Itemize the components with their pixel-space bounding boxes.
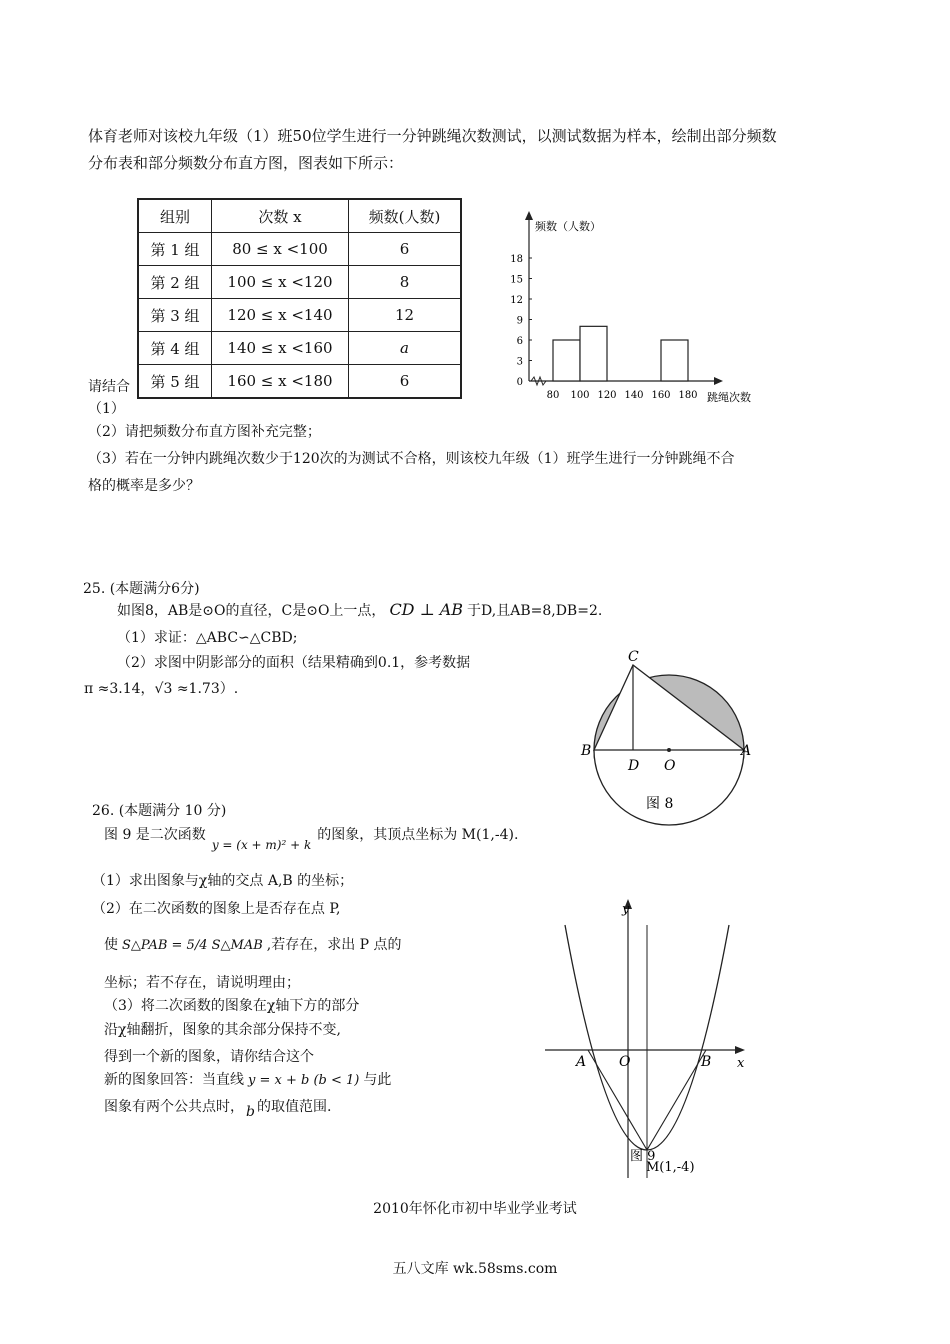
q26-q2: （2）在二次函数的图象上是否存在点 P,	[92, 901, 341, 917]
label-y: y	[622, 902, 630, 917]
intro-line-1: 体育老师对该校九年级（1）班50位学生进行一分钟跳绳次数测试，以测试数据为样本，绘制出部分频数	[88, 127, 777, 145]
q25-text: 如图8，AB是⊙O的直径，C是⊙O上一点，	[117, 603, 386, 619]
x-tick-label: 140	[624, 390, 644, 401]
q26-func: y = (x + m)² + k	[211, 838, 312, 852]
q24-q2: （2）请把频数分布直方图补充完整；	[88, 424, 321, 440]
table-cell: 120 ≤ x <140	[212, 299, 349, 332]
table-row	[138, 266, 461, 299]
q24-q3-line-1: （3）若在一分钟内跳绳次数少于120次的为测试不合格，则该校九年级（1）班学生进行一分钟跳绳不合	[88, 451, 735, 467]
table-cell: 160 ≤ x <180	[212, 365, 349, 399]
table-cell: 第 2 组	[138, 266, 212, 299]
q26-text: 新的图象回答：当直线	[104, 1072, 244, 1088]
intro-line-2: 分布表和部分频数分布直方图，图表如下所示：	[88, 154, 404, 172]
table-row	[138, 332, 461, 365]
y-tick-label: 0	[516, 377, 523, 388]
q26-q3-line-5	[104, 1096, 332, 1120]
y-tick-label: 18	[510, 254, 523, 265]
table-cell: a	[349, 332, 462, 365]
y-tick-label: 3	[516, 356, 523, 368]
y-axis-label: 频数（人数）	[535, 220, 601, 233]
q26-q3-line-4	[104, 1069, 391, 1089]
table-header: 频数(人数)	[349, 199, 462, 233]
x-tick-label: 80	[546, 390, 560, 401]
y-tick-label: 15	[510, 274, 523, 286]
label-c: C	[628, 649, 639, 665]
q26-q1: （1）求出图象与χ轴的交点 A,B 的坐标；	[92, 873, 354, 889]
q26-b-var: b	[246, 1104, 255, 1120]
label-b: B	[581, 743, 592, 759]
q25-q2: （2）求图中阴影部分的面积（结果精确到0.1，参考数据	[117, 655, 471, 671]
label-o: O	[664, 758, 676, 774]
q26-text: 图象有两个公共点时，	[104, 1099, 244, 1115]
q25-heading: 25. (本题满分6分)	[83, 581, 200, 597]
q26-q2-formula-line	[104, 934, 402, 954]
q26-q3-line-1: （3）将二次函数的图象在χ轴下方的部分	[104, 998, 360, 1014]
q25-text: 于D,且AB=8,DB=2.	[467, 603, 603, 619]
y-tick-label: 9	[516, 315, 523, 327]
x-tick-label: 100	[570, 390, 590, 401]
table-row	[138, 365, 461, 399]
q26-text: 的取值范围.	[256, 1099, 332, 1115]
x-axis-arrow	[714, 377, 723, 385]
q25-q1: （1）求证：△ABC∽△CBD;	[117, 630, 298, 646]
label-a: A	[576, 1054, 587, 1070]
segment-am	[588, 1050, 647, 1150]
y-tick-label: 6	[516, 336, 523, 347]
q26-q3-line-2: 沿χ轴翻折，图象的其余部分保持不变,	[104, 1022, 341, 1038]
q26-text: 使	[104, 937, 118, 953]
figure-8	[578, 648, 758, 848]
q26-line-1	[104, 824, 519, 852]
x-tick-label: 160	[651, 390, 671, 401]
table-cell: 12	[349, 299, 462, 332]
label-a: A	[741, 743, 752, 759]
y-axis-arrow	[525, 211, 533, 220]
table-cell: 8	[349, 266, 462, 299]
y-tick-label: 12	[510, 295, 523, 306]
q24-cut-text: （1）	[88, 401, 125, 417]
q24-cut-text: 请结合	[88, 379, 130, 395]
label-m: M(1,-4)	[646, 1160, 695, 1175]
table-cell: 80 ≤ x <100	[212, 233, 349, 266]
q25-math: CD ⊥ AB	[389, 600, 464, 619]
table-row	[138, 299, 461, 332]
x-axis-label: 跳绳次数	[707, 391, 751, 404]
frequency-table	[137, 198, 462, 399]
histogram-bar	[661, 340, 688, 381]
label-x: x	[737, 1056, 745, 1071]
center-point	[667, 748, 671, 752]
table-row	[138, 233, 461, 266]
x-tick-label: 180	[678, 390, 698, 401]
site-footer: 五八文库 wk.58sms.com	[392, 1261, 558, 1277]
table-cell: 140 ≤ x <160	[212, 332, 349, 365]
figure-9-caption: 图 9	[630, 1149, 656, 1164]
table-cell: 6	[349, 365, 462, 399]
table-cell: 第 1 组	[138, 233, 212, 266]
q26-text: 与此	[363, 1072, 392, 1088]
table-cell: 6	[349, 233, 462, 266]
table-header: 次数 x	[212, 199, 349, 233]
q24-q3-line-2: 格的概率是多少？	[88, 478, 200, 494]
q26-heading: 26. (本题满分 10 分)	[92, 803, 227, 819]
q26-text: 的图象，其顶点坐标为 M(1,-4).	[317, 827, 519, 843]
label-d: D	[628, 758, 640, 774]
x-axis-arrow	[735, 1046, 745, 1054]
exam-title: 2010年怀化市初中毕业学业考试	[373, 1201, 577, 1217]
table-cell: 第 3 组	[138, 299, 212, 332]
figure-9	[545, 895, 765, 1180]
table-cell: 第 5 组	[138, 365, 212, 399]
label-b: B	[701, 1054, 712, 1070]
label-o: O	[619, 1054, 631, 1070]
histogram-chart	[505, 205, 775, 415]
q26-q3-line-3: 得到一个新的图象，请你结合这个	[104, 1049, 314, 1065]
q25-line-1	[117, 600, 602, 620]
histogram-bar	[580, 326, 607, 381]
table-cell: 第 4 组	[138, 332, 212, 365]
histogram-bar	[553, 340, 580, 381]
q26-q2-line-3: 坐标；若不存在，请说明理由；	[104, 975, 300, 991]
q26-text: 图 9 是二次函数	[104, 827, 206, 843]
q26-line-formula: y = x + b (b < 1)	[248, 1073, 360, 1088]
q25-q2-data: π ≈3.14，√3 ≈1.73）.	[84, 681, 239, 697]
q26-text: ,若存在，求出 P 点的	[266, 937, 402, 953]
figure-8-caption: 图 8	[646, 796, 674, 812]
table-header-row	[138, 199, 461, 233]
table-header: 组别	[138, 199, 212, 233]
q26-area-formula: S△PAB = 5/4 S△MAB	[122, 938, 263, 953]
segment-bm	[647, 1050, 706, 1150]
table-cell: 100 ≤ x <120	[212, 266, 349, 299]
x-tick-label: 120	[597, 390, 617, 401]
